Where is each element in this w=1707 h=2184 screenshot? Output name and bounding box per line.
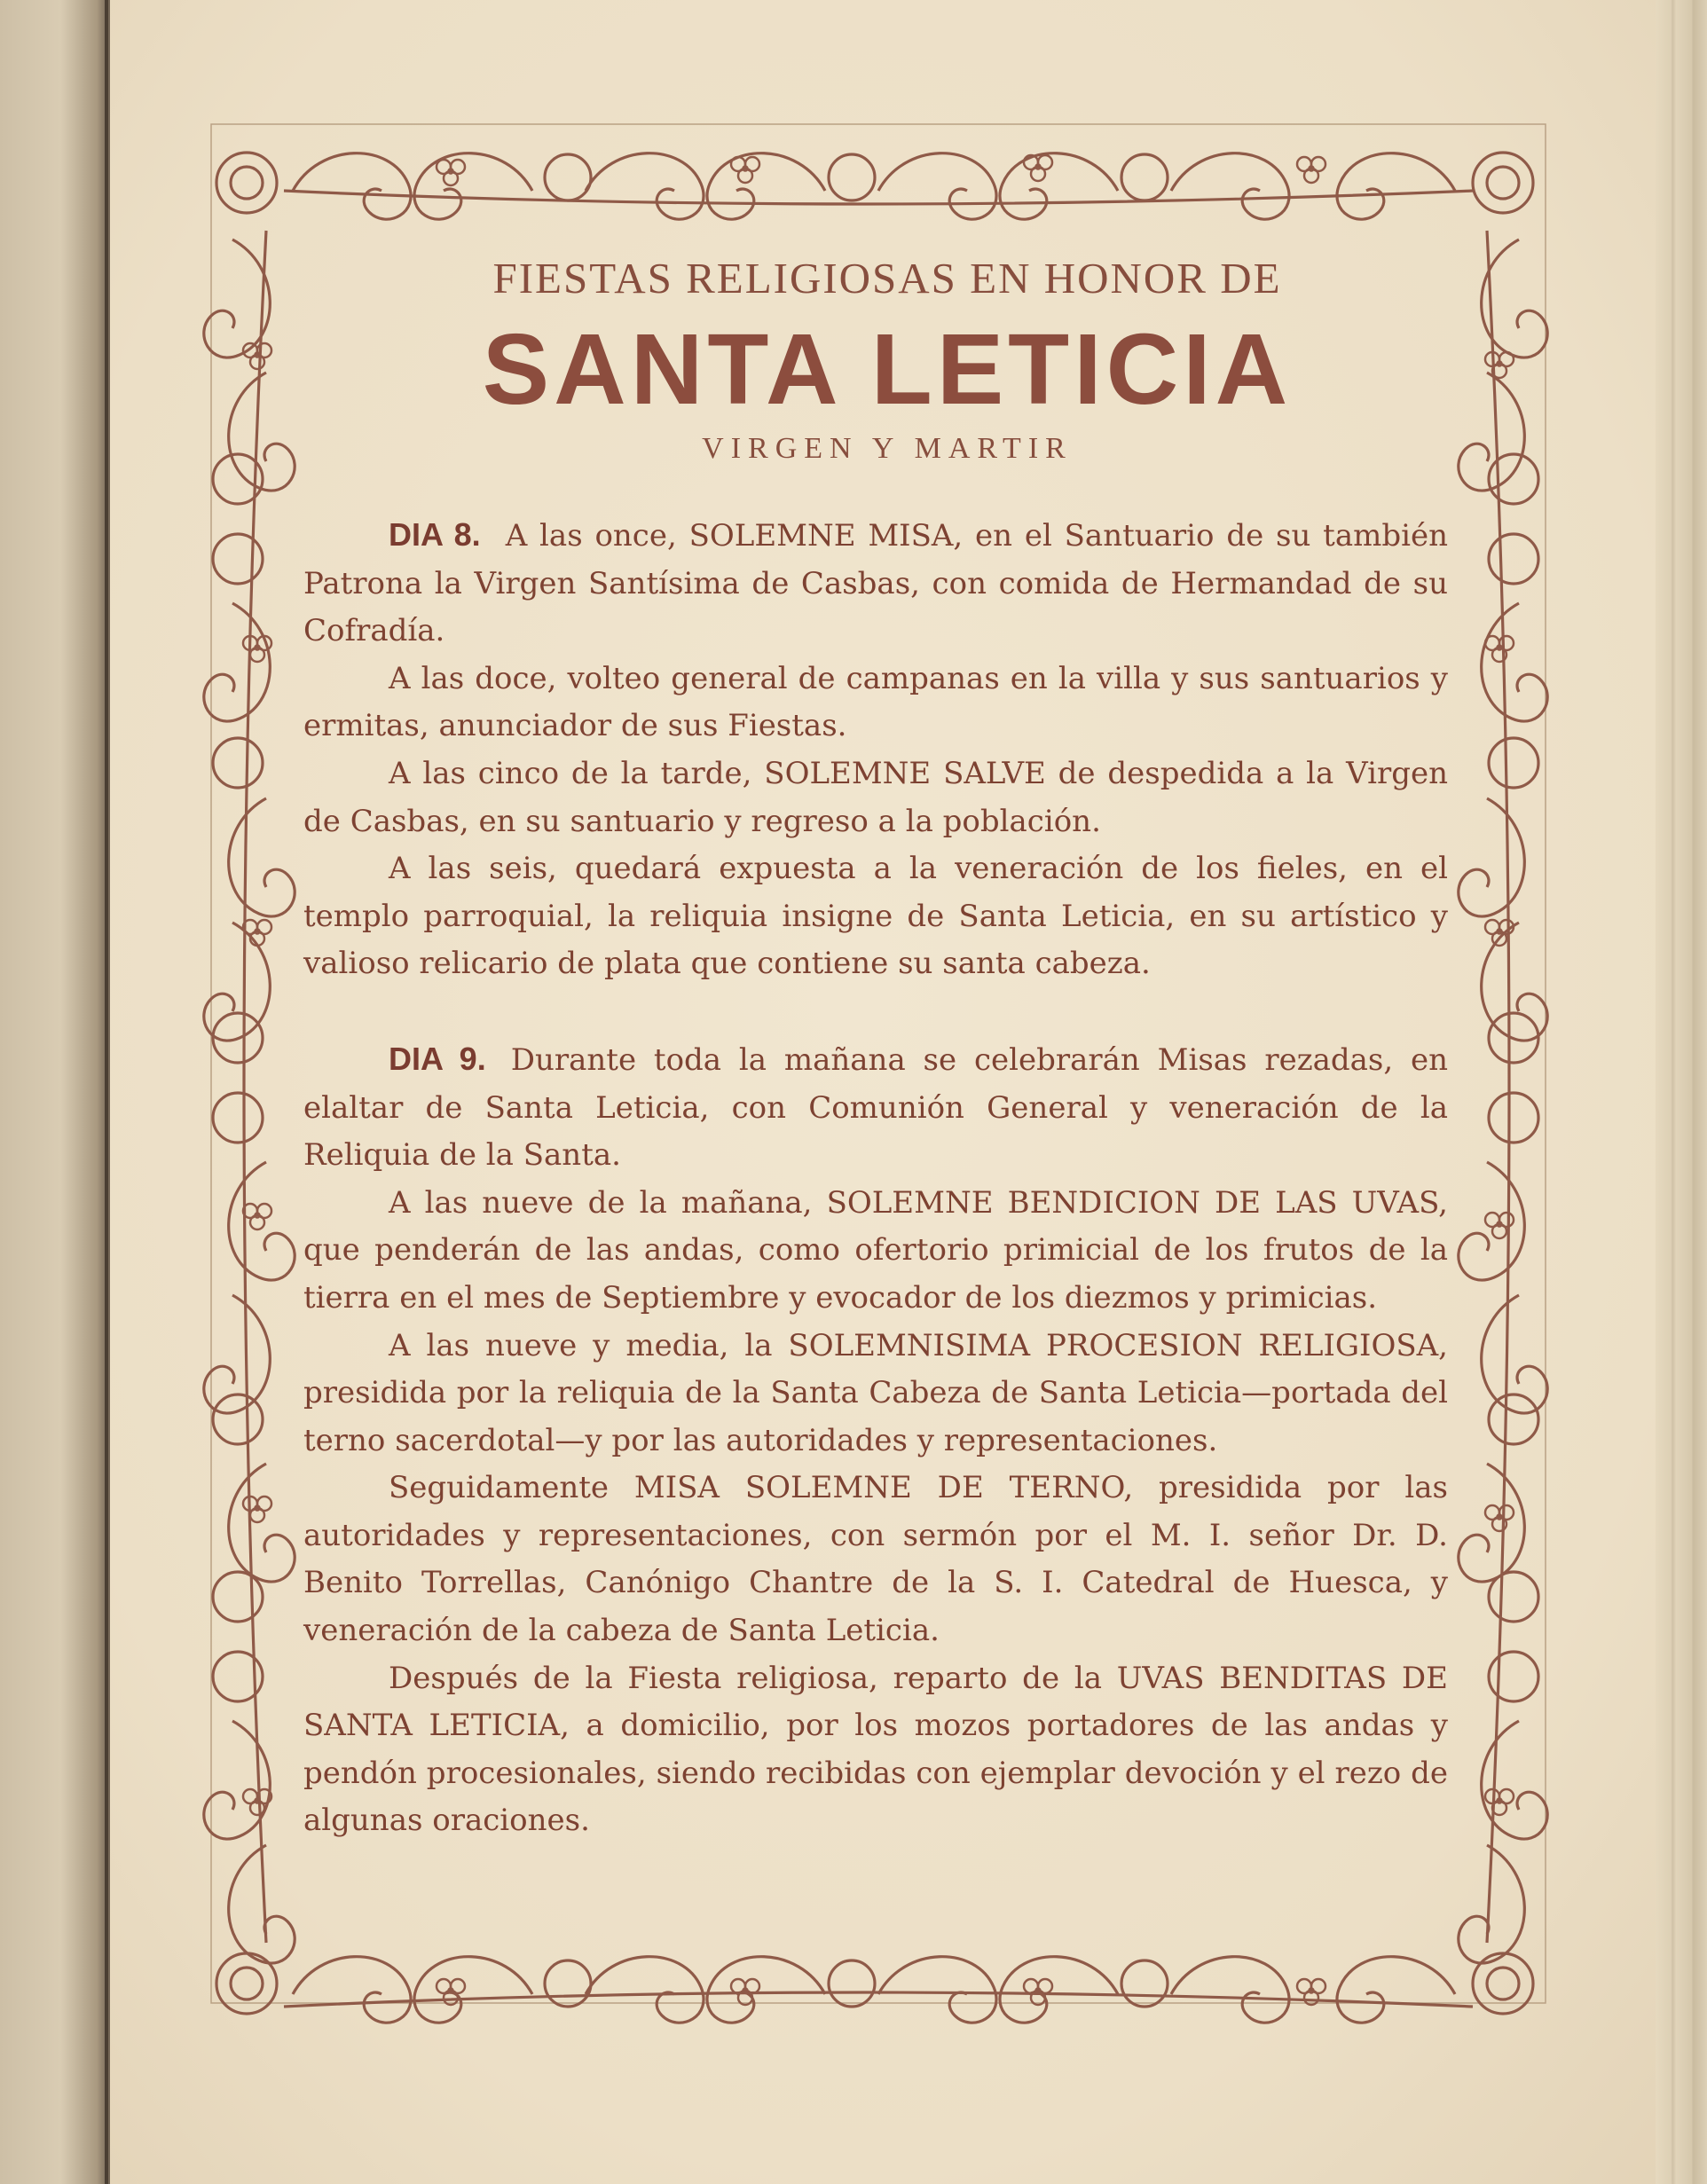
day9-paragraph-4: Seguidamente MISA SOLEMNE DE TERNO, presidida por las autoridades y representaciones, con sermón por el M. I. señor Dr. D. Benito Torrellas, Canónigo Chantre de la S. I. Catedral de Huesca, y veneración de la cabeza de Santa Leticia. (303, 1470, 1448, 1649)
program-body (303, 511, 1448, 1845)
day8-paragraph-1 (303, 511, 1448, 656)
day9-paragraph-1 (303, 1035, 1448, 1180)
day9-paragraph-3: A las nueve y media, la SOLEMNISIMA PROCESION RELIGIOSA, presidida por la reliquia de la Santa Cabeza de Santa Leticia—portada del terno sacerdotal—y por las autoridades y representaciones. (303, 1327, 1448, 1458)
right-border (1459, 231, 1547, 1963)
day8-paragraph-3: A las cinco de la tarde, SOLEMNE SALVE de despedida a la Virgen de Casbas, en su santuario y regreso a la población. (303, 755, 1448, 839)
bottom-border (216, 1953, 1533, 2023)
section-gap (303, 988, 1448, 1035)
header-subtitle: VIRGEN Y MARTIR (702, 432, 1073, 465)
top-border (216, 153, 1533, 219)
header-intro: FIESTAS RELIGIOSAS EN HONOR DE (492, 254, 1282, 302)
left-border (204, 231, 295, 1963)
day9-text-1: Durante toda la mañana se celebrarán Misas rezadas, en elaltar de Santa Leticia, con Comunión General y veneración de la Reliquia de la Santa. (303, 1041, 1449, 1174)
page-title: SANTA LETICIA (482, 313, 1293, 425)
day9-paragraph-5: Después de la Fiesta religiosa, reparto de la UVAS BENDITAS DE SANTA LETICIA, a domicilio, por los mozos portadores de las andas y pendón procesionales, siendo recibidas con ejemplar devoción y el rezo de algunas oraciones. (303, 1660, 1448, 1839)
day8-paragraph-2: A las doce, volteo general de campanas en la villa y sus santuarios y ermitas, anunciador de sus Fiestas. (303, 660, 1448, 744)
day9-paragraph-2: A las nueve de la mañana, SOLEMNE BENDICION DE LAS UVAS, que penderán de las andas, como ofertorio primicial de los frutos de la tierra en el mes de Septiembre y evocador de los diezmos y primicias. (303, 1184, 1448, 1316)
day8-text-1: A las once, SOLEMNE MISA, en el Santuario de su también Patrona la Virgen Santísima de Casbas, con comida de Hermandad de su Cofradía. (303, 518, 1448, 649)
day8-paragraph-4: A las seis, quedará expuesta a la veneración de los fieles, en el templo parroquial, la reliquia insigne de Santa Leticia, en su artístico y valioso relicario de plata que contiene su santa cabeza. (303, 851, 1448, 982)
day8-label: DIA 8. (389, 516, 481, 553)
day9-label: DIA 9. (389, 1040, 486, 1077)
